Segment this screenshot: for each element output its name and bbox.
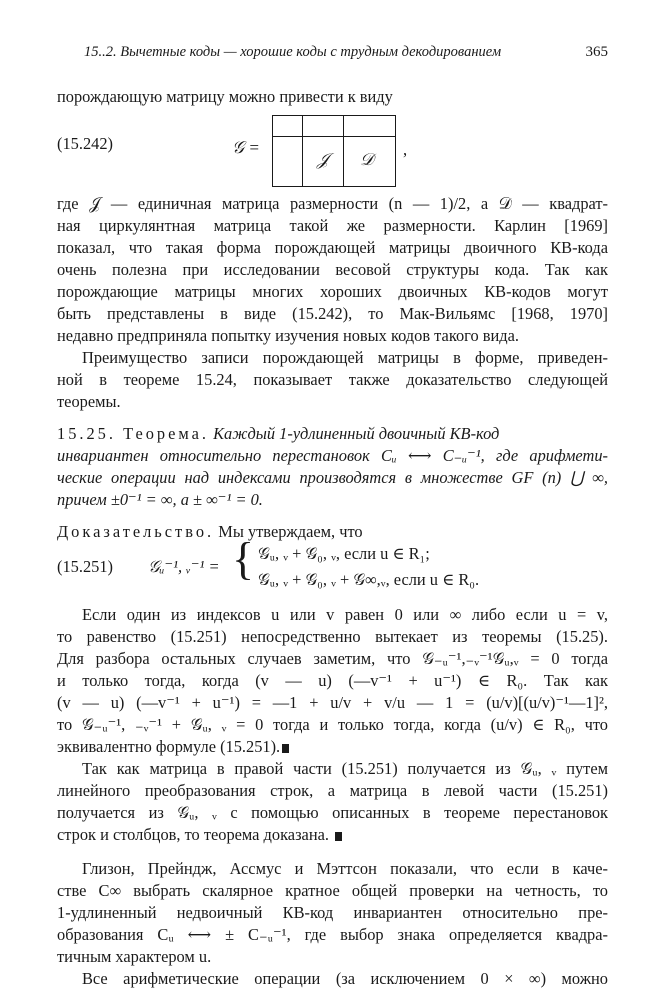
text-line: Так как матрица в правой части (15.251) получается из 𝒢ᵤ, ᵥ путем: [82, 759, 608, 778]
matrix-col-divider: [343, 116, 344, 186]
text-line: Все арифметические операции (за исключением 0 × ∞) можно: [82, 969, 608, 988]
text-fragment: эквивалентно формуле (15.251).: [57, 737, 281, 756]
text-line: показал, что такая форма порождающей матрицы двоичного КВ-кода: [57, 238, 608, 257]
intro-line: порождающую матрицу можно привести к виду: [57, 87, 393, 106]
theorem-first-line: [57, 423, 608, 445]
left-brace: {: [232, 533, 255, 584]
identity-block: 𝒥: [317, 150, 329, 169]
text-line: и только тогда, когда (v — u) (—v⁻¹ + u⁻¹) ∈ R₀. Так как: [57, 671, 608, 690]
page-header: [84, 44, 608, 66]
equation-number: (15.242): [57, 134, 113, 153]
text-line: [57, 824, 608, 846]
qed-mark: [335, 832, 342, 841]
text-line: (v — u) (—v⁻¹ + u⁻¹) = —1 + u/v + v/u — 1 = (u/v)[(u/v)⁻¹—1]²,: [57, 693, 608, 712]
equation-trailing-comma: ,: [403, 140, 408, 159]
text-line: Глизон, Прейндж, Ассмус и Мэттсон показали, что если в каче-: [82, 859, 608, 878]
matrix-col-divider: [302, 116, 303, 186]
matrix-symbol: 𝒢 =: [232, 138, 260, 157]
text-line: стве C∞ выбрать скалярное кратное общей проверки на четность, то: [57, 881, 608, 900]
theorem-text: инвариантен относительно перестановок Cᵤ ⟷ C₋ᵤ⁻¹, где арифмети-: [57, 446, 608, 465]
theorem-text: Каждый 1-удлиненный двоичный КВ-код: [213, 424, 500, 443]
page-number: 365: [585, 44, 608, 60]
text-line: Преимущество записи порождающей матрицы в форме, приведен-: [82, 348, 608, 367]
running-title: 15..2. Вычетные коды — хорошие коды с трудным декодированием: [84, 44, 502, 60]
proof-label: Доказательство.: [57, 522, 215, 541]
theorem-label: 15.25. Теорема.: [57, 424, 210, 443]
matrix-row-divider: [273, 136, 395, 137]
equation-case-1: 𝒢ᵤ, ᵥ + 𝒢₀, ᵥ, если u ∈ R₁;: [258, 544, 430, 563]
text-line: то 𝒢₋ᵤ⁻¹, ₋ᵥ⁻¹ + 𝒢ᵤ, ᵥ = 0 тогда и только тогда, когда (u/v) ∈ R₀, что: [57, 715, 608, 734]
text-line: Если один из индексов u или v равен 0 или ∞ либо если u = v,: [82, 605, 608, 624]
qed-mark: [282, 744, 289, 753]
proof-intro: Мы утверждаем, что: [218, 522, 363, 541]
text-line: быть представлены в виде (15.242), то Мак-Вильямс [1968, 1970]: [57, 304, 608, 323]
equation-lhs: 𝒢ᵤ⁻¹, ᵥ⁻¹ =: [148, 557, 220, 576]
text-line: [57, 736, 608, 758]
theorem-text: причем ±0⁻¹ = ∞, а ± ∞⁻¹ = 0.: [57, 490, 263, 509]
text-line: то равенство (15.251) непосредственно вытекает из теоремы (15.25).: [57, 627, 608, 646]
text-line: ная циркулянтная матрица такой же размерности. Карлин [1969]: [57, 216, 608, 235]
proof-heading: [57, 521, 608, 543]
text-line: Для разбора остальных случаев заметим, что 𝒢₋ᵤ⁻¹,₋ᵥ⁻¹𝒢ᵤ,ᵥ = 0 тогда: [57, 649, 608, 668]
text-fragment: строк и столбцов, то теорема доказана.: [57, 825, 329, 844]
text-line: образования Cᵤ ⟷ ± C₋ᵤ⁻¹, где выбор знака определяется квадра-: [57, 925, 608, 944]
block-matrix: [272, 115, 396, 187]
circulant-block: 𝒟: [360, 150, 374, 169]
text-line: теоремы.: [57, 392, 121, 411]
text-line: где 𝒥 — единичная матрица размерности (n — 1)/2, а 𝒟 — квадрат-: [57, 194, 608, 213]
text-line: 1-удлиненный недвоичный КВ-код инвариантен относительно пре-: [57, 903, 608, 922]
equation-case-2: 𝒢ᵤ, ᵥ + 𝒢₀, ᵥ + 𝒢∞,ᵥ, если u ∈ R₀.: [258, 570, 480, 589]
text-line: недавно предприняла попытку изучения новых кодов такого вида.: [57, 326, 519, 345]
text-line: очень полезна при исследовании весовой структуры кода. Так как: [57, 260, 608, 279]
equation-number: (15.251): [57, 557, 113, 576]
text-line: тичным характером u.: [57, 947, 212, 966]
text-line: получается из 𝒢ᵤ, ᵥ с помощью описанных в теореме перестановок: [57, 803, 608, 822]
text-line: ной в теореме 15.24, показывает также доказательство следующей: [57, 370, 608, 389]
theorem-text: ческие операции над индексами производятся в множестве GF (n) ⋃ ∞,: [57, 468, 608, 487]
text-line: линейного преобразования строк, а матрица в левой части (15.251): [57, 781, 608, 800]
text-line: порождающие матрицы многих хороших двоичных КВ-кодов могут: [57, 282, 608, 301]
